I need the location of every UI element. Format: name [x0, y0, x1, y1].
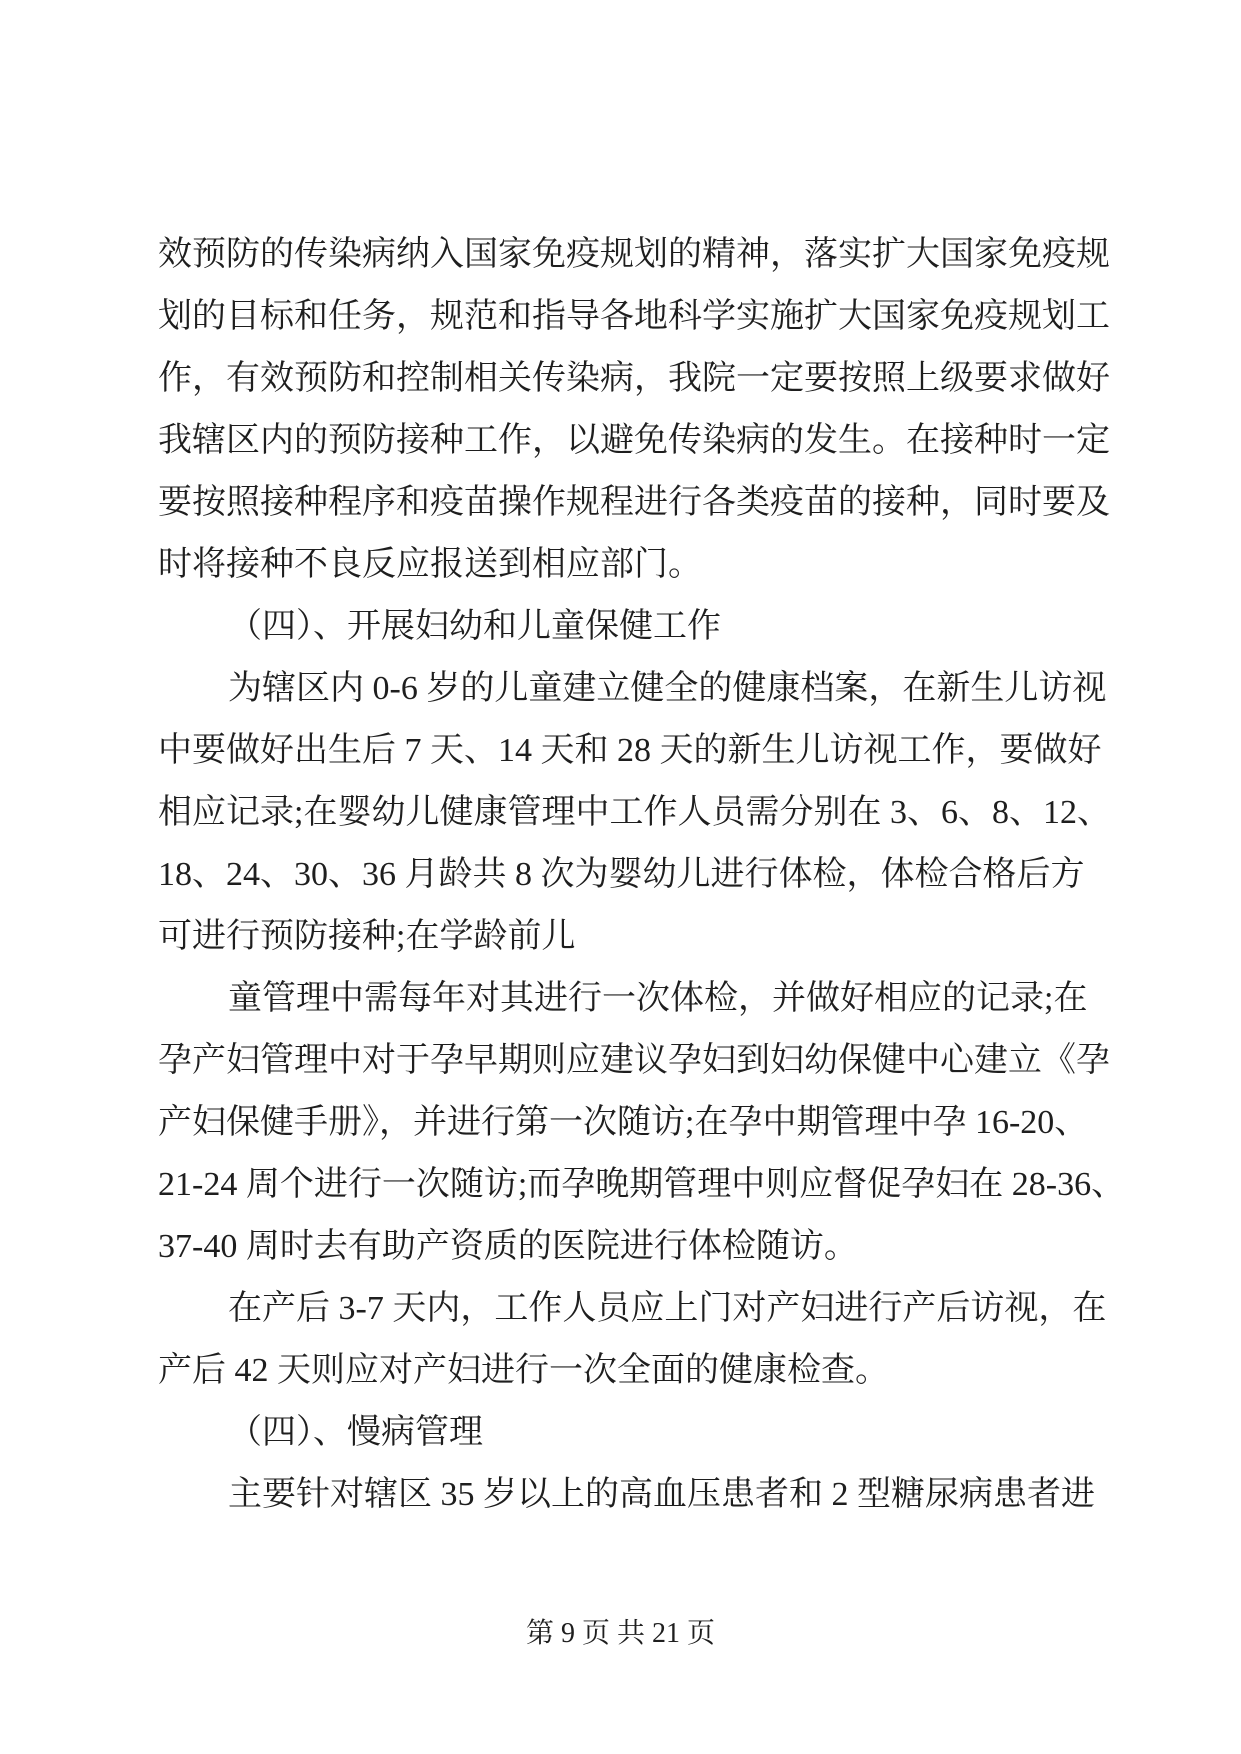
text-line: 童管理中需每年对其进行一次体检，并做好相应的记录;在 — [228, 980, 1088, 1017]
text-line: 孕产妇管理中对于孕早期则应建议孕妇到妇幼保健中心建立《孕 — [158, 1042, 1110, 1079]
text-line: 我辖区内的预防接种工作，以避免传染病的发生。在接种时一定 — [158, 422, 1110, 459]
text-line: 要按照接种程序和疫苗操作规程进行各类疫苗的接种，同时要及 — [158, 484, 1110, 521]
text-line: 37-40 周时去有助产资质的医院进行体检随访。 — [158, 1228, 858, 1265]
text-line: 在产后 3-7 天内，工作人员应上门对产妇进行产后访视，在 — [228, 1290, 1107, 1327]
text-line: 为辖区内 0-6 岁的儿童建立健全的健康档案，在新生儿访视 — [228, 670, 1107, 707]
page-number: 第 9 页 共 21 页 — [525, 1618, 715, 1649]
page-footer — [0, 1612, 1241, 1656]
text-line: 主要针对辖区 35 岁以上的高血压患者和 2 型糖尿病患者进 — [228, 1476, 1095, 1513]
text-line: 划的目标和任务，规范和指导各地科学实施扩大国家免疫规划工 — [158, 298, 1110, 335]
text-line: 可进行预防接种;在学龄前儿 — [158, 918, 576, 955]
text-line: 中要做好出生后 7 天、14 天和 28 天的新生儿访视工作，要做好 — [158, 732, 1102, 769]
text-line: 21-24 周个进行一次随访;而孕晚期管理中则应督促孕妇在 28-36、 — [158, 1166, 1126, 1203]
text-line: 相应记录;在婴幼儿健康管理中工作人员需分别在 3、6、8、12、 — [158, 794, 1111, 831]
text-line: 时将接种不良反应报送到相应部门。 — [158, 546, 702, 583]
section-heading: （四）、开展妇幼和儿童保健工作 — [228, 608, 721, 645]
text-line: 产后 42 天则应对产妇进行一次全面的健康检查。 — [158, 1352, 889, 1389]
text-line: 18、24、30、36 月龄共 8 次为婴幼儿进行体检，体检合格后方 — [158, 856, 1085, 893]
document-body — [158, 224, 1126, 1526]
section-heading: （四）、慢病管理 — [228, 1414, 483, 1451]
text-line: 效预防的传染病纳入国家免疫规划的精神，落实扩大国家免疫规 — [158, 236, 1110, 273]
text-line: 产妇保健手册》，并进行第一次随访;在孕中期管理中孕 16-20、 — [158, 1104, 1089, 1141]
text-line: 作，有效预防和控制相关传染病，我院一定要按照上级要求做好 — [158, 360, 1110, 397]
